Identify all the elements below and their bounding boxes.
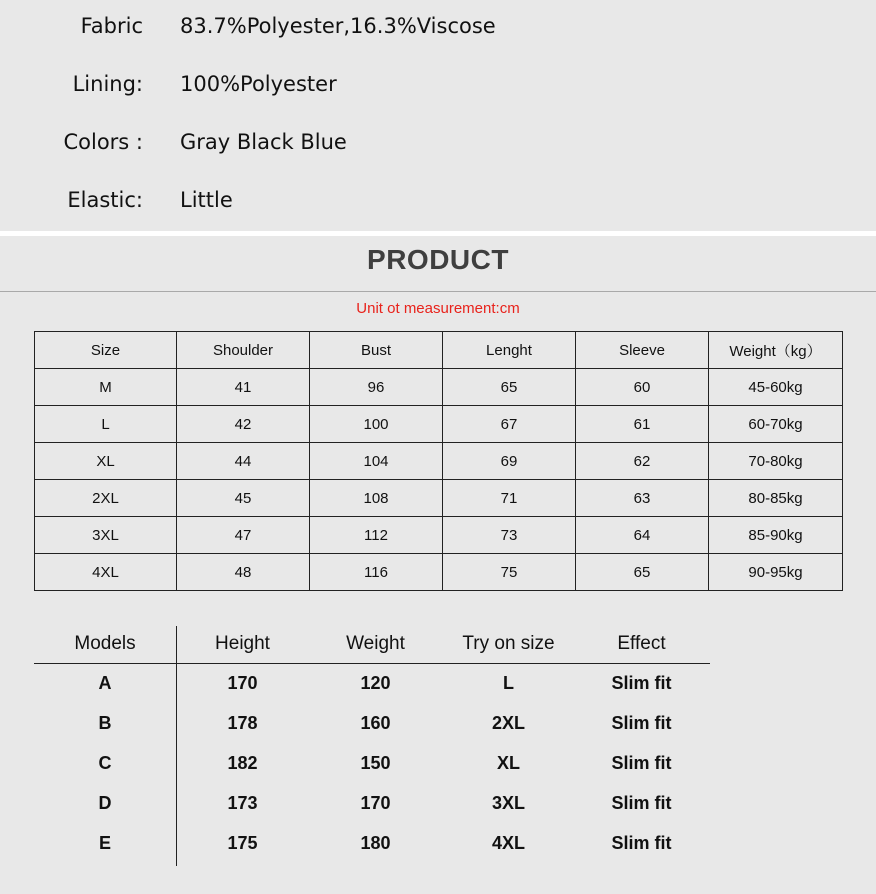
spec-row-elastic [0, 188, 876, 218]
models-table-header [34, 629, 710, 659]
table-cell: Slim fit [611, 713, 672, 733]
unit-note: Unit ot measurement:cm [356, 300, 520, 317]
title-divider [0, 291, 876, 292]
table-cell: 100 [310, 406, 443, 443]
table-cell: 63 [576, 480, 709, 517]
table-cell: 65 [443, 369, 576, 406]
header-cell: Effect [617, 633, 666, 654]
table-cell: 2XL [35, 480, 177, 517]
table-cell: D [98, 793, 112, 813]
table-cell: 108 [310, 480, 443, 517]
table-cell: 69 [443, 443, 576, 480]
table-cell: 70-80kg [709, 443, 843, 480]
spec-row-fabric [0, 14, 876, 44]
table-cell: 90-95kg [709, 554, 843, 591]
table-cell: Slim fit [611, 753, 672, 773]
table-row [35, 443, 843, 480]
models-table [34, 626, 710, 866]
spec-row-colors [0, 130, 876, 160]
table-row [35, 480, 843, 517]
table-cell: 73 [443, 517, 576, 554]
table-cell: 41 [177, 369, 310, 406]
table-row [34, 668, 710, 698]
table-cell: 170 [227, 673, 258, 693]
header-cell: Bust [310, 332, 443, 369]
table-cell: 120 [360, 673, 391, 693]
table-cell: 64 [576, 517, 709, 554]
spec-label: Fabric [80, 14, 143, 38]
section-title: PRODUCT [367, 244, 509, 275]
table-cell: 60 [576, 369, 709, 406]
table-cell: 48 [177, 554, 310, 591]
table-cell: 71 [443, 480, 576, 517]
header-cell: Weight（kg） [709, 332, 843, 369]
table-cell: 60-70kg [709, 406, 843, 443]
table-cell: L [503, 673, 514, 693]
table-cell: 150 [360, 753, 391, 773]
header-cell: Sleeve [576, 332, 709, 369]
table-cell: 116 [310, 554, 443, 591]
table-cell: A [98, 673, 112, 693]
table-cell: 112 [310, 517, 443, 554]
table-cell: 65 [576, 554, 709, 591]
table-cell: Slim fit [611, 833, 672, 853]
table-cell: 3XL [491, 793, 525, 813]
table-cell: 47 [177, 517, 310, 554]
header-cell: Lenght [443, 332, 576, 369]
table-cell: XL [496, 753, 520, 773]
header-cell: Try on size [462, 633, 555, 654]
table-cell: B [98, 713, 112, 733]
size-table-header [35, 332, 843, 369]
table-cell: 44 [177, 443, 310, 480]
table-cell: M [35, 369, 177, 406]
header-cell: Models [74, 633, 136, 654]
spec-label: Elastic: [67, 188, 143, 212]
table-cell: Slim fit [611, 673, 672, 693]
table-row [35, 369, 843, 406]
table-row [35, 517, 843, 554]
table-cell: 173 [227, 793, 258, 813]
header-cell: Weight [346, 633, 405, 654]
table-cell: 104 [310, 443, 443, 480]
table-cell: 180 [360, 833, 391, 853]
spec-value: Little [180, 188, 233, 212]
table-cell: 2XL [491, 713, 525, 733]
spec-value: 83.7%Polyester,16.3%Viscose [180, 14, 496, 38]
spec-row-lining [0, 72, 876, 102]
header-cell: Shoulder [177, 332, 310, 369]
table-row [35, 406, 843, 443]
table-cell: 160 [360, 713, 391, 733]
table-cell: 67 [443, 406, 576, 443]
table-cell: 85-90kg [709, 517, 843, 554]
table-cell: 3XL [35, 517, 177, 554]
table-cell: 182 [227, 753, 258, 773]
table-row [34, 748, 710, 778]
table-cell: 96 [310, 369, 443, 406]
table-cell: 61 [576, 406, 709, 443]
table-cell: E [98, 833, 111, 853]
table-cell: Slim fit [611, 793, 672, 813]
table-cell: 42 [177, 406, 310, 443]
table-cell: 75 [443, 554, 576, 591]
table-cell: 62 [576, 443, 709, 480]
table-cell: C [98, 753, 112, 773]
spec-label: Lining: [72, 72, 143, 96]
table-cell: 4XL [35, 554, 177, 591]
table-row [34, 708, 710, 738]
table-cell: 45-60kg [709, 369, 843, 406]
spec-label: Colors : [63, 130, 143, 154]
table-row [34, 828, 710, 858]
specs-panel [0, 0, 876, 231]
table-row [34, 788, 710, 818]
table-cell: 4XL [491, 833, 525, 853]
spec-value: Gray Black Blue [180, 130, 347, 154]
header-cell: Size [35, 332, 177, 369]
table-cell: 45 [177, 480, 310, 517]
table-cell: 80-85kg [709, 480, 843, 517]
size-table [34, 331, 843, 591]
table-cell: 175 [227, 833, 258, 853]
header-cell: Height [215, 633, 270, 654]
header-divider [34, 663, 710, 664]
spec-value: 100%Polyester [180, 72, 337, 96]
table-cell: L [35, 406, 177, 443]
table-cell: 178 [227, 713, 258, 733]
table-cell: 170 [360, 793, 391, 813]
table-cell: XL [35, 443, 177, 480]
table-row [35, 554, 843, 591]
